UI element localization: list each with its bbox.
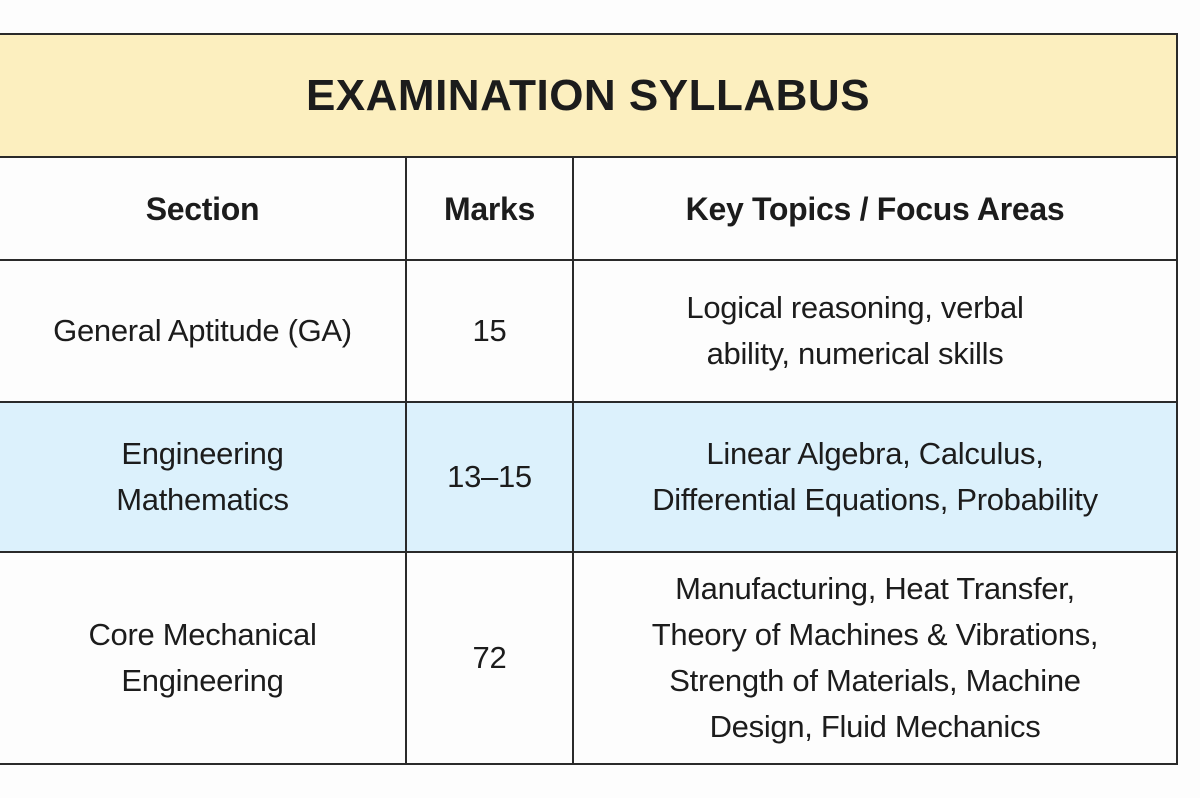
header-topics: Key Topics / Focus Areas bbox=[685, 190, 1065, 227]
topics-line: Logical reasoning, verbal bbox=[686, 290, 1024, 325]
topics-cell bbox=[574, 261, 1176, 401]
section-line: Mathematics bbox=[116, 482, 289, 517]
section-line: General Aptitude (GA) bbox=[53, 313, 352, 348]
section-line: Engineering bbox=[121, 436, 284, 471]
topics-line: Strength of Materials, Machine bbox=[669, 663, 1081, 698]
marks-cell: 15 bbox=[407, 261, 574, 401]
topics-line: Linear Algebra, Calculus, bbox=[706, 436, 1044, 471]
header-marks: Marks bbox=[407, 158, 574, 259]
marks-cell: 72 bbox=[407, 553, 574, 763]
section-line: Core Mechanical bbox=[88, 617, 317, 652]
marks-cell: 13–15 bbox=[407, 403, 574, 551]
header-row bbox=[0, 158, 1176, 261]
topics-line: Design, Fluid Mechanics bbox=[709, 709, 1041, 744]
section-cell bbox=[0, 553, 407, 763]
topics-line: Differential Equations, Probability bbox=[652, 482, 1098, 517]
section-cell bbox=[0, 403, 407, 551]
topics-cell bbox=[574, 553, 1176, 763]
table-row bbox=[0, 403, 1176, 553]
section-cell bbox=[0, 261, 407, 401]
header-section: Section bbox=[0, 158, 407, 259]
syllabus-table bbox=[0, 33, 1178, 765]
topics-line: ability, numerical skills bbox=[706, 336, 1004, 371]
topics-cell bbox=[574, 403, 1176, 551]
section-line: Engineering bbox=[121, 663, 284, 698]
table-title: EXAMINATION SYLLABUS bbox=[0, 35, 1176, 158]
topics-line: Manufacturing, Heat Transfer, bbox=[675, 571, 1075, 606]
table-row bbox=[0, 261, 1176, 403]
table-row bbox=[0, 553, 1176, 763]
topics-line: Theory of Machines & Vibrations, bbox=[651, 617, 1099, 652]
